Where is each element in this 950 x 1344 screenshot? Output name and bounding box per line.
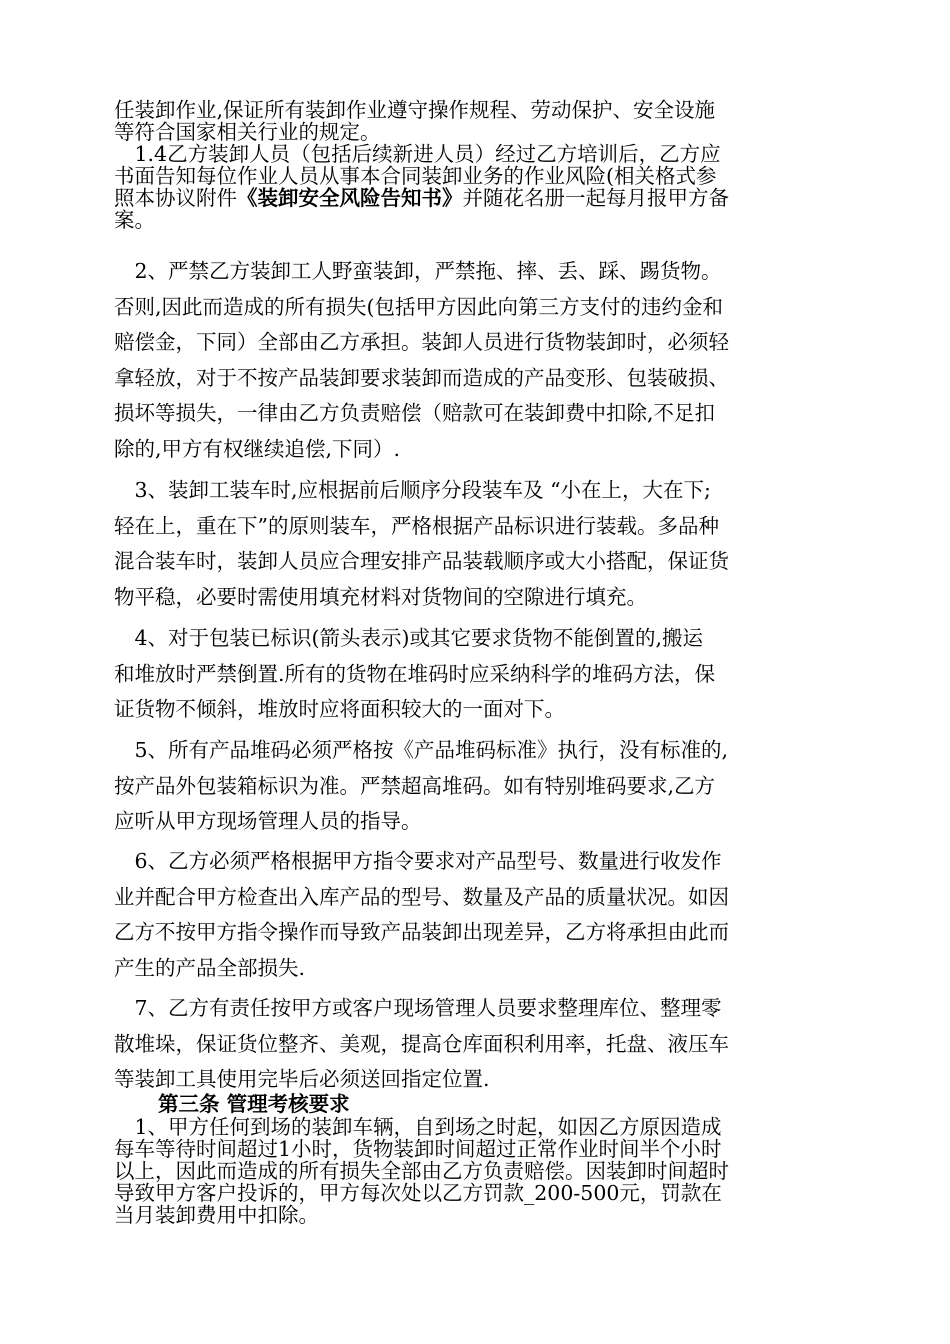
paragraph-clause-5	[114, 733, 844, 840]
text-line: 任装卸作业,保证所有装卸作业遵守操作规程、劳动保护、安全设施	[114, 98, 716, 122]
text-line: 除的,甲方有权继续追偿,下同）.	[114, 436, 401, 461]
section-heading: 第三条 管理考核要求	[158, 1092, 350, 1116]
text-line: 6、乙方必须严格根据甲方指令要求对产品型号、数量进行收发作	[114, 849, 722, 873]
text-line: 导致甲方客户投诉的，甲方每次处以乙方罚款_200-500元，罚款在	[114, 1181, 722, 1205]
text-line: 混合装车时，装卸人员应合理安排产品装载顺序或大小搭配，保证货	[114, 549, 729, 573]
text-line: 否则,因此而造成的所有损失(包括甲方因此向第三方支付的违约金和	[114, 294, 724, 319]
text-run: 照本协议附件	[114, 186, 237, 210]
text-line: 等装卸工具使用完毕后必须送回指定位置.	[114, 1067, 490, 1091]
annex-title: 《装卸安全风险告知书》	[237, 186, 463, 210]
text-line: 案。	[114, 208, 155, 232]
text-line: 2、严禁乙方装卸工人野蛮装卸，严禁拖、摔、丢、踩、踢货物。	[114, 259, 722, 283]
text-line: 1.4乙方装卸人员（包括后续新进人员）经过乙方培训后，乙方应	[114, 142, 721, 166]
text-line: 应听从甲方现场管理人员的指导。	[114, 809, 422, 833]
text-line: 业并配合甲方检查出入库产品的型号、数量及产品的质量状况。如因	[114, 884, 729, 909]
text-line: 轻在上，重在下”的原则装车，严格根据产品标识进行装载。多品种	[114, 513, 719, 538]
text-line: 3、装卸工装车时,应根据前后顺序分段装车及 “小在上，大在下;	[114, 478, 711, 502]
paragraph-continuation	[114, 99, 844, 143]
text-line: 赔偿金，下同）全部由乙方承担。装卸人员进行货物装卸时，必须轻	[114, 330, 729, 354]
text-line: 拿轻放，对于不按产品装卸要求装卸而造成的产品变形、包装破损、	[114, 365, 729, 390]
text-line: 等符合国家相关行业的规定。	[114, 120, 381, 144]
text-line: 书面告知每位作业人员从事本合同装卸业务的作业风险(相关格式参	[114, 164, 717, 188]
text-line: 每车等待时间超过1小时，货物装卸时间超过正常作业时间半个小时	[114, 1137, 722, 1161]
text-line: 损坏等损失，一律由乙方负责赔偿（赔款可在装卸费中扣除,不足扣	[114, 401, 716, 425]
paragraph-clause-4	[114, 621, 844, 728]
text-line: 7、乙方有责任按甲方或客户现场管理人员要求整理库位、整理零	[114, 996, 722, 1020]
text-line: 证货物不倾斜，堆放时应将面积较大的一面对下。	[114, 697, 565, 721]
paragraph-clause-1-4	[114, 143, 844, 231]
text-line: 4、对于包装已标识(箭头表示)或其它要求货物不能倒置的,搬运	[114, 626, 704, 650]
paragraph-clause-7	[114, 991, 844, 1098]
text-line: 产生的产品全部损失.	[114, 955, 306, 980]
text-line: 1、甲方任何到场的装卸车辆，自到场之时起，如因乙方原因造成	[114, 1115, 722, 1139]
text-run: 并随花名册一起每月报甲方备	[462, 186, 729, 210]
text-line: 按产品外包装箱标识为准。严禁超高堆码。如有特别堆码要求,乙方	[114, 773, 716, 798]
text-line: 以上，因此而造成的所有损失全部由乙方负责赔偿。因装卸时间超时	[114, 1159, 729, 1183]
text-line	[114, 187, 844, 209]
text-line: 乙方不按甲方指令操作而导致产品装卸出现差异，乙方将承担由此而	[114, 920, 729, 944]
text-line: 散堆垛，保证货位整齐、美观，提高仓库面积利用率，托盘、液压车	[114, 1031, 729, 1056]
text-line: 物平稳，必要时需使用填充材料对货物间的空隙进行填充。	[114, 584, 647, 609]
paragraph-clause-3	[114, 473, 844, 615]
text-line: 5、所有产品堆码必须严格按《产品堆码标准》执行，没有标准的,	[114, 738, 729, 762]
text-line: 和堆放时严禁倒置.所有的货物在堆码时应采纳科学的堆码方法，保	[114, 661, 716, 686]
text-line: 当月装卸费用中扣除。	[114, 1203, 319, 1227]
paragraph-clause-2	[114, 254, 844, 467]
paragraph-clause-6	[114, 844, 844, 986]
paragraph-article-3-clause-1	[114, 1116, 844, 1226]
